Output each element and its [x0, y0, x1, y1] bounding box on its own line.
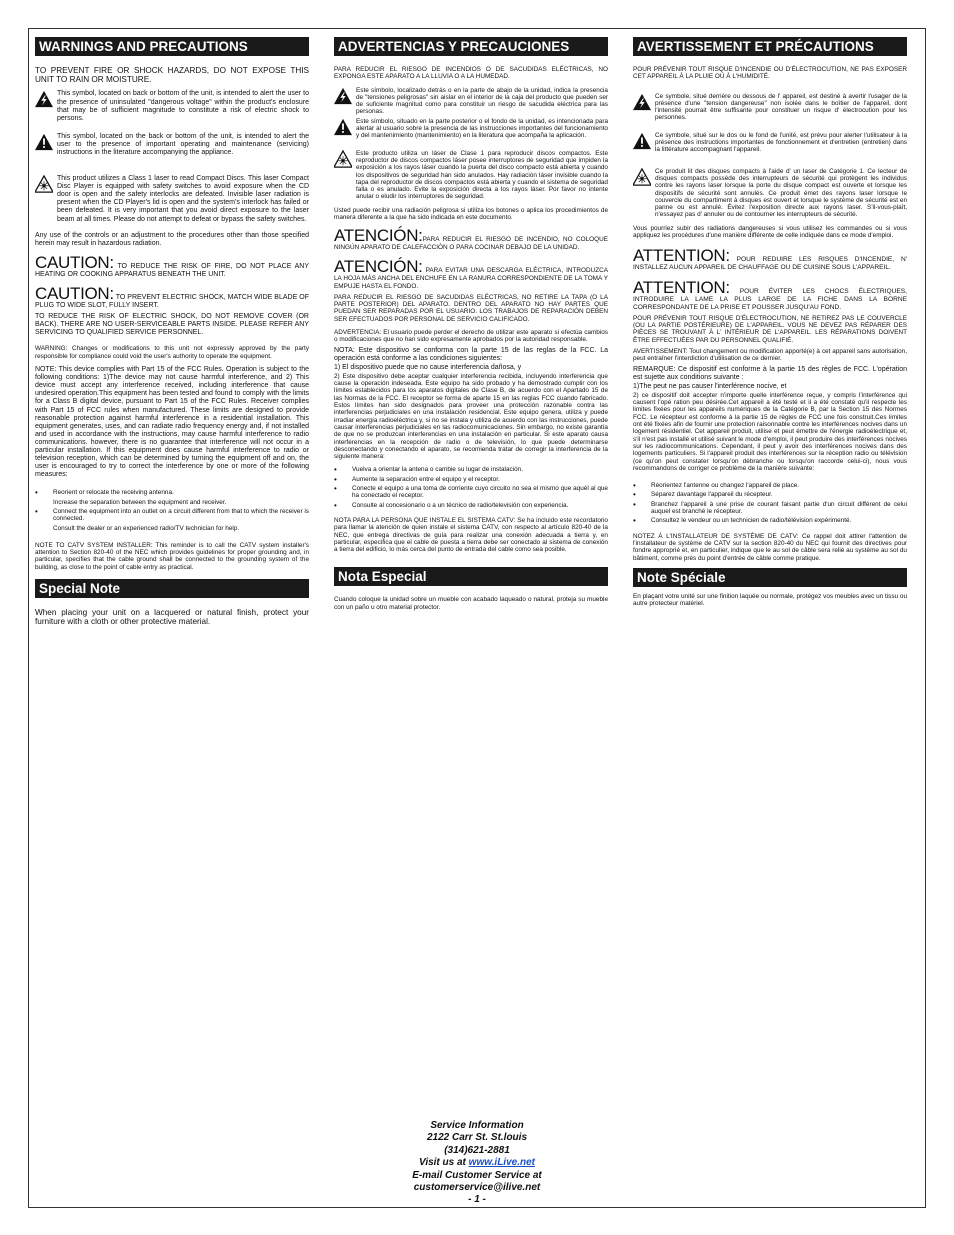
list-item: • Reorient or relocate the receiving antenna. [35, 488, 174, 498]
fcc-note: NOTA: Este dispositivo se conforma con la parte 15 de las reglas de la FCC. La operación está conforme a las condiciones siguientes: [334, 346, 608, 362]
laser-row [334, 150, 608, 201]
fcc-measures-list [633, 482, 907, 524]
special-note-header: Note Spéciale [633, 568, 907, 587]
fcc-condition-2: 2) Este dispositivo debe aceptar cualquier interferencia recibida, incluyendo interferencia que cause la operación indeseada. Este equipo ha sido probado y ha demostrado cumplir con los límites establecidos para los aparatos digitales de Clase B, de acuerdo con el Apartado 15 de las Normas de la FCC. El receptor se forma de aparte 15 en las reglas FCC cuando fabricado. Estos límites han sido designados para proveer una protección razonable contra las interferencias perjudiciales en una instalación residencial. Este equipo genera, utiliza y puede irradiar energía radioeléctrica y, si no se instala y utiliza de acuerdo con las instrucciones, puede causar interferencias perjudiciales en las radiocomunicaciones. Sin embargo, no existe garantía de que no se produzcan interferencias en una instalación en particular. Si este aparato causa interferencias en la recepción de radio o de televisión, lo que puede determinarse desconectando y conectando el aparato, se recomienda tratar de corregir la interferencia de la siguiente manera: [334, 372, 608, 461]
shock-symbol-text: Este símbolo, localizado detrás o en la parte de abajo de la unidad, indica la presencia de "tensiones peligrosas" sin aislar en el interior de la caja del producto que pueden ser de suficiente magnitud como para constituir un riesgo de sacudida eléctrica para las personas. [356, 86, 608, 116]
service-information [29, 1120, 925, 1207]
laser-hazard-icon [633, 168, 651, 186]
service-address: 2122 Carr St. St.louis [426, 1132, 528, 1144]
exclamation-triangle-icon [334, 118, 352, 136]
controls-warning: Usted puede recibir una radiación peligrosa si utiliza los botones o aplica los procedimientos de manera diferente a la que ha sido indicada en este documento. [334, 206, 608, 222]
special-note-text: When placing your unit on a lacquered or natural finish, protect your furniture with a cloth or other protective material. [35, 608, 309, 627]
fcc-note: REMARQUE: Ce dispositif est conforme à la partie 15 des règles de FCC. L'opération est sujette aux conditions suivante : [633, 365, 907, 381]
atencion-shock: ATENCIÓN: PARA EVITAR UNA DESCARGA ELÉCTRICA, INTRODUZCA LA HOJA MÁS ANCHA DEL ENCHUFE EN LA RANURA CORRESPONDIENTE DE LA TOMA Y EMPUJE HASTA EL FONDO. [334, 256, 608, 290]
modification-warning: ADVERTENCIA: El usuario puede perder el derecho de utilizar este aparato si efectúa cambios o modificaciones que no han sido expresamente aprobados por la autoridad responsable. [334, 329, 608, 344]
intro-warning: POUR PRÉVENIR TOUT RISQUE D'INCENDIE OU D'ÉLECTROCUTION, NE PAS EXPOSER CET APPAREIL À LA PLUIE OU À L'HUMIDITÉ. [633, 66, 907, 81]
exclaim-symbol-row [35, 133, 309, 157]
list-item: Consult the dealer or an experienced radio/TV technician for help. [53, 524, 240, 532]
list-item: • Vuelva a orientar la antena o cambie su lugar de instalación. [334, 465, 523, 475]
fcc-note: NOTE: This device complies with Part 15 of the FCC Rules. Operation is subject to the following conditions: 1)The device may not cause harmful interference, and 2) This device must accept any interference received, including interference that cause undesired operation.This equipment has been tested and found to comply with the limits for a Class B digital device, pursuant to Part 15 of the FCC Rules. Receiver complies with Part 15 of FCC rules when manufactured. These limits are designed to provide reasonable protection against harmful interference in a residential installation. This equipment generates, uses, and can radiate radio frequency energy and, if not installed and used in accordance with the instructions, may cause harmful interference to radio communications. however, there is no guarantee that interference will not occur in a particular installation. If this equipment does cause harmful interference to radio or television reception, which can be determined by turning the equipment off and on, the user is encouraged to try to correct the interference by one or more of the following measures: [35, 366, 309, 479]
section-header-avertissement: AVERTISSEMENT ET PRÉCAUTIONS [633, 37, 907, 56]
french-column [633, 37, 907, 607]
modification-warning: WARNING: Changes or modifications to this unit not expressly approved by the party responsible for compliance could void the user's authority to operate the equipment. [35, 345, 309, 360]
laser-row [633, 168, 907, 219]
catv-note: NOTEZ À L'INSTALLATEUR DE SYSTÈME DE CATV: Ce rappel doit attirer l'attention de l'installateur de système de CATV sur la section 820-40 du NEC qui fournit des directives pour fondre approprié et, en particulier, indique que le au sol de câble sera relié au système au sol du bâtiment, comme près du point d'entrée de câble comme pratique. [633, 532, 907, 562]
list-item: • Consultez le vendeur ou un technicien de radio/télévision expérimenté. [633, 516, 852, 526]
special-note-header: Special Note [35, 579, 309, 598]
fcc-condition-1: 1)The peut ne pas causer l'interférence nocive, et [633, 382, 787, 390]
spanish-column [334, 37, 608, 611]
cover-warning: POUR PRÉVENIR TOUT RISQUE D'ÉLECTROCUTION, NE RETIREZ PAS LE COUVERCLE (OU LA PARTIE POSTÉRIEURE) DE L'APPAREIL. VOUS NE DEVEZ PAS RÉPARER DES PIÈCES SE TROUVANT À L' INTÉRIEUR DE L'APPAREIL. LES RÉPARATIONS DOIVENT ÊTRE EFFECTUÉES PAR DU PERSONNEL QUALIFIÉ. [633, 314, 907, 344]
attention-shock: ATTENTION: POUR ÉVITER LES CHOCS ÉLECTRIQUES, INTRODUIRE LA LAME LA PLUS LARGE DE LA FICHE DANS LA BORNE CORRESPONDANTE DE LA PRISE ET POUSSER JUSQU'AU FOND. [633, 277, 907, 311]
modification-warning: AVERTISSEMENT: Tout changement ou modification apporté(e) à cet appareil sans autorisation, peut entraîner l'interdiction d'utilisation de ce dernier. [633, 348, 907, 363]
laser-text: This product utilizes a Class 1 laser to read Compact Discs. This laser Compact Disc Player is equipped with safety switches to avoid exposure when the CD door is open and the safety interlocks are defeated. Invisible laser radiation is present when the CD Player's lid is open and the system's interlock has failed or been defeated. It is very important that you avoid direct exposure to the laser beam at all times. Please do not attempt to defeat or bypass the safety switches. [57, 175, 309, 223]
exclaim-symbol-text: This symbol, located on the back or bottom of the unit, is intended to alert the user to the presence of important operating and maintenance (servicing) instructions in the literature accompanying the appliance. [57, 132, 309, 156]
section-header-advertencias: ADVERTENCIAS Y PRECAUCIONES [334, 37, 608, 56]
list-item: Increase the separation between the equipment and receiver. [53, 498, 227, 506]
shock-symbol-text: Ce symbole, situé derrière ou dessous de l' appareil, est destiné à avertir l'usager de la présence d'une "tension dangereuse" non isolée dans le boîtier de l'appareil, dont l'intensité pourrait être suffisante pour constituer un risque d' électrocution pour les personnes. [655, 92, 907, 122]
atencion-fire: ATENCIÓN:PARA REDUCIR EL RIESGO DE INCENDIO, NO COLOQUE NINGÚN APARATO DE CALEFACCIÓN O PARA COCINAR DEBAJO DE LA UNIDAD. [334, 226, 608, 252]
exclamation-triangle-icon [633, 132, 651, 150]
controls-warning: Any use of the controls or an adjustment to the procedures other than those specified herein may result in hazardous radiation. [35, 231, 309, 247]
page-number: - 1 - [468, 1194, 486, 1206]
website-link[interactable]: www.iLive.net [468, 1157, 535, 1169]
attention-fire: ATTENTION: POUR REDUIRE LES RISQUES D'INCENDIE, N' INSTALLEZ AUCUN APPAREIL DE CHAUFFAGE OU DE CUISINE SOUS L'APPAREIL. [633, 246, 907, 272]
catv-note: NOTA PARA LA PERSONA QUE INSTALE EL SISTEMA CATV: Se ha incluido este recordatorio para llamar la atención de quien instale el sistema CATV, con respecto al artículo 820-40 de la NEC, que entrega directivas de guía para realizar una conexión adecuada a tierra y, en particular, especifica que el cable de puesta a tierra debe ser conectado al sistema de conexión a tierra del edificio, lo más cerca del punto de entrada del cable como sea posible. [334, 516, 608, 554]
fcc-condition-2: 2) ce dispositif doit accepter n'importe quelle interférence reçue, y compris l'interférence qui causent l'opé ration peu désirée.Cet appareil a été testé et il a été constaté qu'il respecte les limites fixées pour les appareils numériques de la Catégorie B, par la Section 15 des Normes FCC. Le récepteur est conforme à la partie 15 de règles de FCC une fois construit.Ces limites ont été fixées afin de fournir une protection raisonnable contre les interférences nocives dans un logement résidentiel. Cet appareil produit, utilise et peut émettre de l'énergie radioélectrique et, s'il n'est pas installé et utilisé suivant le mode d'emploi, il peut produire des interférences nocives sur les radiocommunications. Cependant, il peut y avoir des interférences nocives dans des logements particuliers. Si l'appareil produit des interférences sur la réception radio ou télévision (ce qu'on peut constater lorsqu'on débranche ou lorsqu'on raccorde celui-ci), nous vous recommandons de corriger ce problème de la manière suivante: [633, 391, 907, 472]
laser-text: Este producto utiliza un láser de Clase 1 para reproducir discos compactos. Este reproductor de discos compactos láser posee interruptores de seguridad que impiden la exposición a los rayos láser cuando la puerta del disco compacto está abierta y cuando los dispositivos de seguridad han sido anulados. Hay radiación láser invisible cuando la tapa del reproductor de discos compactos está abierta y cuando el sistema de seguridad falla o es anulado. Evite la exposición directa a los rayos láser. Por favor no intente anular o eludir los interruptores de seguridad. [356, 149, 608, 201]
exclamation-triangle-icon [35, 133, 53, 151]
list-item: • Consulte al concesionario o a un técnico de radio/televisión con experiencia. [334, 500, 569, 510]
laser-hazard-icon [35, 175, 53, 193]
caution-fire: CAUTION: TO REDUCE THE RISK OF FIRE, DO NOT PLACE ANY HEATING OR COOKING APPARATUS BENEATH THE UNIT. [35, 252, 309, 278]
cover-warning: PARA REDUCIR EL RIESGO DE SACUDIDAS ELÉCTRICAS, NO RETIRE LA TAPA (O LA PARTE POSTERIOR) DEL APARATO. DENTRO DEL APARATO NO HAY PARTES QUE PUEDAN SER REPARADAS POR EL USUARIO. LOS TRABAJOS DE REPARACIÓN DEBEN SER EFECTUADOS POR PERSONAL DE SERVICIO CALIFICADO. [334, 293, 608, 323]
list-item: • Conecte el equipo a una toma de corriente cuyo circuito no sea el mismo que aquél al que ha conectado el receptor. [334, 484, 608, 500]
exclaim-symbol-text: Este símbolo, situado en la parte posterior o el fondo de la unidad, es intencionada para alertar al usuario sobre la presencia de las instrucciones importantes del funcionamiento y del mantenimiento (mantenimiento) en la literatura que acompaña la aplicación. [356, 117, 608, 140]
lightning-triangle-icon [633, 93, 651, 111]
shock-symbol-row [633, 93, 907, 122]
fcc-measures-list [35, 489, 309, 531]
laser-row [35, 175, 309, 224]
exclaim-symbol-row [633, 132, 907, 154]
lightning-triangle-icon [334, 87, 352, 105]
list-item: • Réorientez l'antenne ou changez l'appareil de place. [633, 481, 800, 491]
service-email: customerservice@ilive.net [413, 1182, 541, 1194]
exclaim-symbol-text: Ce symbole, situé sur le dos ou le fond de l'unité, est prévu pour alerter l'utilisateur à la présence des instructions importantes de fonctionnement et d'entretien (entretien) dans la littérature accompagnant l'appareil. [655, 131, 907, 154]
list-item: • Connect the equipment into an outlet on a circuit different from that to which the receiver is connected. [35, 506, 309, 523]
intro-warning: PARA REDUCIR EL RIESGO DE INCENDIOS O DE SACUDIDAS ELÉCTRICAS, NO EXPONGA ESTE APARATO A LA LLUVIA O A LA HUMEDAD. [334, 66, 608, 81]
service-title: Service Information [430, 1120, 524, 1131]
lightning-triangle-icon [35, 90, 53, 108]
laser-hazard-icon [334, 150, 352, 168]
catv-note: NOTE TO CATV SYSTEM INSTALLER: This reminder is to call the CATV system installer's attention to Section 820-40 of the NEC which provides guidelines for proper grounding and, in particular, specifies that the cable ground shall be connected to the grounding system of the building, as close to the point of cable entry as practical. [35, 541, 309, 571]
list-item: • Aumente la separación entre el equipo y el receptor. [334, 474, 500, 484]
caution-shock: CAUTION: TO PREVENT ELECTRIC SHOCK, MATCH WIDE BLADE OF PLUG TO WIDE SLOT, FULLY INSERT. [35, 284, 309, 310]
intro-warning: TO PREVENT FIRE OR SHOCK HAZARDS, DO NOT EXPOSE THIS UNIT TO RAIN OR MOISTURE. [35, 66, 309, 85]
shock-symbol-row [35, 90, 309, 122]
service-website-line: Visit us at www.iLive.net [419, 1157, 535, 1169]
service-phone: (314)621-2881 [444, 1144, 510, 1156]
fcc-condition-1: 1) El dispositivo puede que no cause interferencia dañosa, y [334, 363, 522, 371]
special-note-text: En plaçant votre unité sur une finition laquée ou normale, protégez vos meubles avec un tissu ou autre protecteur matériel. [633, 592, 907, 608]
english-column [35, 37, 309, 626]
list-item: • Séparez davantage l'appareil du récepteur. [633, 490, 773, 500]
cover-warning: TO REDUCE THE RISK OF ELECTRIC SHOCK, DO NOT REMOVE COVER (OR BACK). THERE ARE NO USER-SERVICEABLE PARTS INSIDE. PLEASE REFER ANY SERVICING TO QUALIFIED SERVICE PERSONNEL. [35, 313, 309, 337]
controls-warning: Vous pourriez subir des radiations dangereuses si vous utilisez les commandes ou si vous appliquez les procédures d'une manière différente de celle indiquée dans ce mode d'emploi. [633, 224, 907, 240]
special-note-header: Nota Especial [334, 567, 608, 586]
laser-text: Ce produit lit des disques compacts à l'aide d' un laser de Catégorie 1. Ce lecteur de disques compacts possède des interrupteurs de sécurité qui protègent les individus contre les rayons laser lorsque la porte du disque compact est ouverte et lorsque les dispositifs de sécurité sont annulés. Ce produit émet des rayons laser lorsque le couvercle du compartiment à disques est ouvert et lorsque le système de sécurité est en panne ou est annulé. Évitez l'exposition directe aux rayons laser. S'il-vous-plaît, n'essayez pas d' annuler ou de contourner les interrupteurs de sécurité. [655, 167, 907, 219]
page-frame [28, 28, 926, 1208]
service-email-label: E-mail Customer Service at [412, 1169, 542, 1181]
exclaim-symbol-row [334, 118, 608, 140]
list-item: • Branchez l'appareil à une prise de courant faisant partie d'un circuit différent de celui auquel est branché le récepteur. [633, 499, 907, 516]
shock-symbol-text: This symbol, located on back or bottom of the unit, is intended to alert the user to the presence of uninsulated "dangerous voltage" within the product's enclosure that may be of sufficient magnitude to constitute a risk of electric shock to persons. [57, 90, 309, 122]
shock-symbol-row [334, 87, 608, 116]
fcc-measures-list [334, 466, 608, 508]
special-note-text: Cuando coloque la unidad sobre un mueble con acabado laqueado o natural, proteja su mueble con un paño u otro material protector. [334, 596, 608, 611]
section-header-warnings: WARNINGS AND PRECAUTIONS [35, 37, 309, 56]
